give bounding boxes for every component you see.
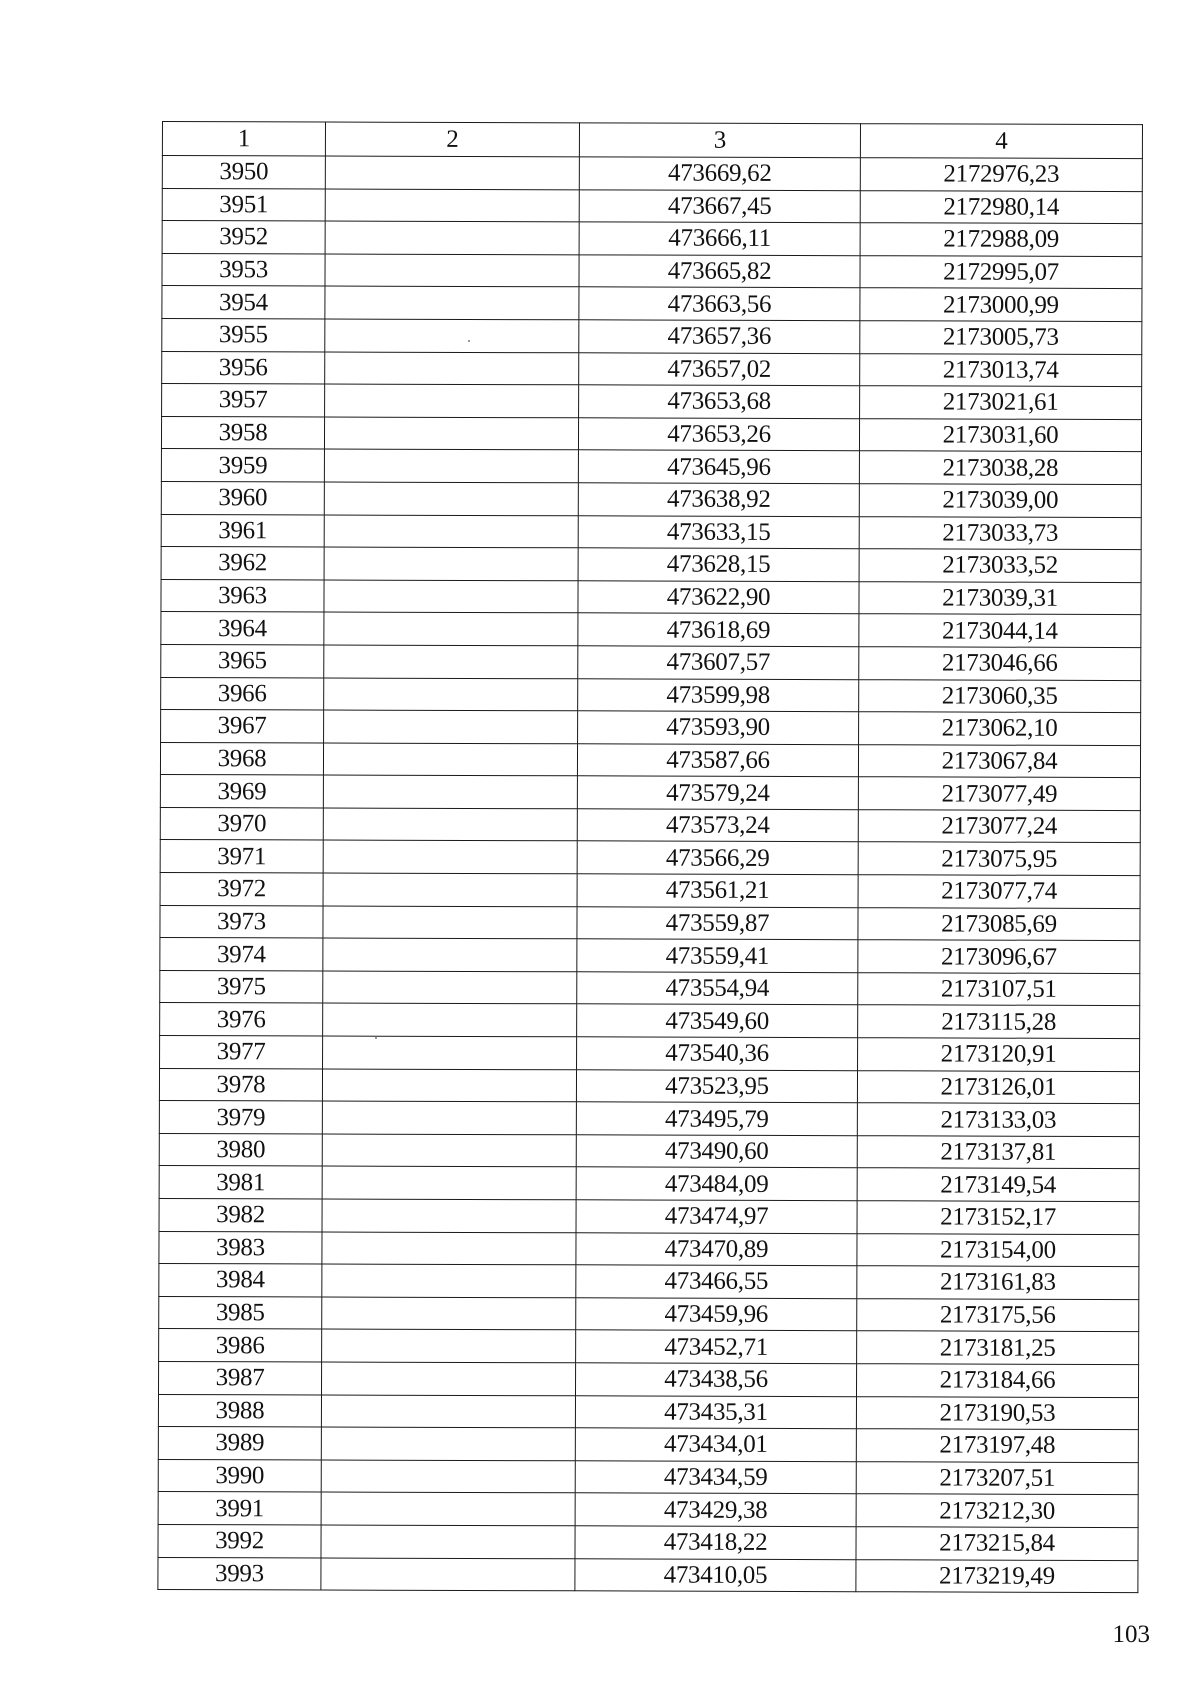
cell-point-number: 3967	[161, 710, 324, 743]
cell-coordinate-y: 2173107,51	[858, 973, 1140, 1006]
cell-coordinate-x: 473434,59	[575, 1461, 856, 1494]
cell-coordinate-y: 2173046,66	[859, 647, 1141, 680]
cell-point-number: 3965	[161, 644, 324, 677]
cell-empty	[324, 515, 578, 548]
cell-point-number: 3950	[162, 156, 325, 189]
table-row	[158, 1524, 1138, 1560]
cell-point-number: 3968	[160, 742, 323, 775]
cell-point-number: 3962	[161, 547, 324, 580]
cell-empty	[325, 352, 579, 385]
cell-point-number: 3956	[162, 351, 325, 384]
cell-point-number: 3961	[161, 514, 324, 547]
cell-coordinate-y: 2173190,53	[856, 1396, 1138, 1429]
cell-empty	[321, 1558, 575, 1591]
cell-coordinate-y: 2173207,51	[856, 1461, 1138, 1494]
cell-point-number: 3990	[158, 1459, 321, 1492]
cell-coordinate-x: 473628,15	[578, 548, 859, 581]
page-number: 103	[1112, 1621, 1150, 1648]
table-row	[160, 807, 1140, 843]
table-row	[160, 873, 1140, 909]
cell-empty	[323, 743, 577, 776]
cell-empty	[324, 710, 578, 743]
cell-point-number: 3971	[160, 840, 323, 873]
cell-coordinate-x: 473434,01	[575, 1428, 856, 1461]
cell-coordinate-y: 2173039,31	[859, 581, 1141, 614]
cell-coordinate-y: 2173033,52	[859, 549, 1141, 582]
cell-coordinate-y: 2173039,00	[859, 484, 1141, 517]
table-row	[160, 970, 1140, 1006]
table-body	[158, 156, 1143, 1593]
table-row	[162, 384, 1142, 420]
cell-point-number: 3970	[160, 807, 323, 840]
cell-point-number: 3974	[160, 938, 323, 971]
cell-coordinate-x: 473607,57	[578, 646, 859, 679]
cell-coordinate-y: 2172980,14	[860, 190, 1142, 223]
cell-coordinate-y: 2173181,25	[857, 1331, 1139, 1364]
cell-coordinate-y: 2173219,49	[856, 1559, 1138, 1592]
cell-empty	[322, 1232, 576, 1265]
cell-point-number: 3982	[159, 1198, 322, 1231]
cell-empty	[323, 873, 577, 906]
cell-point-number: 3978	[159, 1068, 322, 1101]
cell-coordinate-x: 473657,36	[579, 320, 860, 353]
table-row	[162, 286, 1142, 322]
cell-coordinate-y: 2173126,01	[857, 1070, 1139, 1103]
cell-empty	[323, 1003, 577, 1036]
cell-empty	[323, 971, 577, 1004]
cell-empty	[322, 1329, 576, 1362]
cell-empty	[321, 1395, 575, 1428]
cell-empty	[322, 1101, 576, 1134]
table-row	[161, 514, 1141, 550]
cell-coordinate-y: 2173096,67	[858, 940, 1140, 973]
cell-coordinate-x: 473667,45	[579, 189, 860, 222]
cell-coordinate-x: 473554,94	[577, 972, 858, 1005]
table-row	[159, 1068, 1139, 1104]
cell-empty	[322, 1069, 576, 1102]
cell-coordinate-x: 473645,96	[578, 450, 859, 483]
cell-empty	[324, 645, 578, 678]
cell-empty	[323, 775, 577, 808]
cell-empty	[324, 580, 578, 613]
cell-coordinate-y: 2173175,56	[857, 1298, 1139, 1331]
cell-coordinate-y: 2173067,84	[858, 744, 1140, 777]
cell-point-number: 3987	[159, 1361, 322, 1394]
table-row	[160, 840, 1140, 876]
cell-coordinate-x: 473669,62	[579, 157, 860, 190]
cell-coordinate-x: 473618,69	[578, 613, 859, 646]
scan-speck	[375, 1037, 377, 1039]
cell-coordinate-y: 2173044,14	[859, 614, 1141, 647]
cell-point-number: 3989	[158, 1427, 321, 1460]
cell-empty	[321, 1427, 575, 1460]
cell-coordinate-y: 2173133,03	[857, 1103, 1139, 1136]
cell-coordinate-x: 473495,79	[576, 1102, 857, 1135]
cell-point-number: 3972	[160, 873, 323, 906]
cell-coordinate-x: 473665,82	[579, 255, 860, 288]
cell-empty	[325, 384, 579, 417]
table-row	[158, 1394, 1138, 1430]
cell-empty	[323, 808, 577, 841]
cell-empty	[322, 1134, 576, 1167]
table-row	[162, 318, 1142, 354]
cell-coordinate-x: 473638,92	[578, 483, 859, 516]
cell-coordinate-y: 2173038,28	[859, 451, 1141, 484]
cell-point-number: 3983	[159, 1231, 322, 1264]
column-header-3: 3	[579, 123, 860, 158]
cell-point-number: 3981	[159, 1166, 322, 1199]
cell-point-number: 3977	[160, 1036, 323, 1069]
cell-coordinate-y: 2173120,91	[858, 1038, 1140, 1071]
cell-empty	[321, 1362, 575, 1395]
cell-point-number: 3984	[159, 1264, 322, 1297]
cell-coordinate-x: 473593,90	[578, 711, 859, 744]
cell-coordinate-x: 473523,95	[576, 1069, 857, 1102]
table-row	[161, 677, 1141, 713]
table-row	[158, 1492, 1138, 1528]
cell-coordinate-x: 473490,60	[576, 1135, 857, 1168]
cell-coordinate-y: 2173077,74	[858, 875, 1140, 908]
table-row	[159, 1329, 1139, 1365]
cell-coordinate-x: 473561,21	[577, 874, 858, 907]
cell-coordinate-y: 2173075,95	[858, 842, 1140, 875]
cell-empty	[322, 1166, 576, 1199]
table-row	[161, 416, 1141, 452]
cell-coordinate-y: 2173161,83	[857, 1266, 1139, 1299]
cell-point-number: 3963	[161, 579, 324, 612]
cell-empty	[325, 189, 579, 222]
cell-coordinate-y: 2173085,69	[858, 907, 1140, 940]
cell-coordinate-x: 473666,11	[579, 222, 860, 255]
cell-coordinate-x: 473599,98	[578, 678, 859, 711]
cell-empty	[322, 1199, 576, 1232]
cell-empty	[323, 1036, 577, 1069]
cell-coordinate-y: 2173115,28	[858, 1005, 1140, 1038]
cell-point-number: 3988	[158, 1394, 321, 1427]
cell-empty	[325, 221, 579, 254]
table-row	[162, 221, 1142, 257]
cell-empty	[324, 417, 578, 450]
cell-empty	[324, 482, 578, 515]
cell-coordinate-x: 473559,87	[577, 906, 858, 939]
cell-coordinate-y: 2173000,99	[860, 288, 1142, 321]
column-header-1: 1	[162, 122, 325, 157]
cell-coordinate-x: 473579,24	[577, 776, 858, 809]
cell-coordinate-y: 2173005,73	[860, 321, 1142, 354]
cell-coordinate-y: 2173062,10	[859, 712, 1141, 745]
cell-point-number: 3952	[162, 221, 325, 254]
table-row	[160, 1036, 1140, 1072]
cell-coordinate-x: 473429,38	[575, 1493, 856, 1526]
cell-empty	[325, 156, 579, 189]
cell-point-number: 3964	[161, 612, 324, 645]
cell-coordinate-x: 473470,89	[576, 1232, 857, 1265]
table-row	[159, 1231, 1139, 1267]
table-row	[160, 775, 1140, 811]
cell-point-number: 3951	[162, 188, 325, 221]
cell-empty	[324, 612, 578, 645]
cell-point-number: 3991	[158, 1492, 321, 1525]
table-header	[162, 122, 1142, 159]
cell-empty	[324, 678, 578, 711]
cell-coordinate-x: 473459,96	[576, 1298, 857, 1331]
cell-coordinate-x: 473540,36	[577, 1037, 858, 1070]
cell-coordinate-y: 2173031,60	[859, 418, 1141, 451]
cell-point-number: 3954	[162, 286, 325, 319]
table-row	[159, 1198, 1139, 1234]
table-row	[162, 351, 1142, 387]
cell-empty	[325, 286, 579, 319]
cell-coordinate-y: 2173197,48	[856, 1429, 1138, 1462]
cell-coordinate-y: 2173152,17	[857, 1201, 1139, 1234]
table-row	[159, 1166, 1139, 1202]
scan-speck	[468, 340, 470, 342]
cell-coordinate-x: 473587,66	[577, 743, 858, 776]
cell-point-number: 3969	[160, 775, 323, 808]
column-header-2: 2	[325, 122, 579, 157]
table-row	[158, 1557, 1138, 1593]
cell-point-number: 3966	[161, 677, 324, 710]
cell-coordinate-x: 473622,90	[578, 581, 859, 614]
cell-point-number: 3973	[160, 905, 323, 938]
table-row	[160, 1003, 1140, 1039]
cell-point-number: 3975	[160, 970, 323, 1003]
cell-point-number: 3986	[159, 1329, 322, 1362]
cell-empty	[321, 1525, 575, 1558]
cell-coordinate-y: 2173212,30	[856, 1494, 1138, 1527]
cell-point-number: 3957	[162, 384, 325, 417]
cell-coordinate-x: 473566,29	[577, 841, 858, 874]
cell-empty	[325, 319, 579, 352]
cell-point-number: 3985	[159, 1296, 322, 1329]
cell-coordinate-y: 2173021,61	[860, 386, 1142, 419]
table-row	[162, 188, 1142, 224]
column-header-4: 4	[860, 124, 1142, 159]
table-row	[161, 481, 1141, 517]
table-row	[161, 547, 1141, 583]
cell-coordinate-x: 473657,02	[579, 352, 860, 385]
table-row	[161, 710, 1141, 746]
cell-point-number: 3980	[159, 1133, 322, 1166]
cell-coordinate-y: 2173060,35	[859, 679, 1141, 712]
table-row	[161, 644, 1141, 680]
cell-point-number: 3993	[158, 1557, 321, 1590]
cell-empty	[321, 1460, 575, 1493]
cell-coordinate-x: 473474,97	[576, 1200, 857, 1233]
table-row	[161, 579, 1141, 615]
table-row	[160, 905, 1140, 941]
cell-coordinate-y: 2173077,24	[858, 810, 1140, 843]
cell-coordinate-x: 473418,22	[575, 1526, 856, 1559]
cell-point-number: 3953	[162, 253, 325, 286]
cell-coordinate-x: 473438,56	[575, 1363, 856, 1396]
cell-empty	[324, 449, 578, 482]
table-row	[162, 253, 1142, 289]
cell-empty	[325, 254, 579, 287]
cell-coordinate-x: 473549,60	[577, 1004, 858, 1037]
cell-coordinate-y: 2172976,23	[860, 158, 1142, 191]
cell-point-number: 3959	[161, 449, 324, 482]
cell-coordinate-x: 473452,71	[576, 1330, 857, 1363]
table-row	[159, 1101, 1139, 1137]
table-row	[160, 742, 1140, 778]
cell-coordinate-y: 2173013,74	[860, 353, 1142, 386]
cell-empty	[322, 1264, 576, 1297]
cell-empty	[324, 547, 578, 580]
table-row	[159, 1296, 1139, 1332]
cell-coordinate-y: 2173154,00	[857, 1233, 1139, 1266]
cell-coordinate-y: 2173033,73	[859, 516, 1141, 549]
cell-coordinate-x: 473653,26	[578, 418, 859, 451]
coordinates-table	[157, 121, 1143, 1593]
cell-point-number: 3958	[161, 416, 324, 449]
table-row	[160, 938, 1140, 974]
cell-empty	[323, 906, 577, 939]
cell-coordinate-y: 2173077,49	[858, 777, 1140, 810]
cell-empty	[322, 1297, 576, 1330]
table-row	[159, 1361, 1139, 1397]
cell-coordinate-x: 473633,15	[578, 515, 859, 548]
cell-coordinate-y: 2173149,54	[857, 1168, 1139, 1201]
cell-coordinate-x: 473466,55	[576, 1265, 857, 1298]
header-row	[162, 122, 1142, 159]
table-row	[161, 449, 1141, 485]
cell-coordinate-y: 2173215,84	[856, 1527, 1138, 1560]
cell-point-number: 3976	[160, 1003, 323, 1036]
cell-coordinate-y: 2172995,07	[860, 255, 1142, 288]
table-row	[158, 1427, 1138, 1463]
cell-empty	[323, 938, 577, 971]
cell-coordinate-y: 2173137,81	[857, 1136, 1139, 1169]
cell-point-number: 3979	[159, 1101, 322, 1134]
cell-empty	[321, 1492, 575, 1525]
cell-coordinate-x: 473663,56	[579, 287, 860, 320]
cell-point-number: 3992	[158, 1524, 321, 1557]
cell-coordinate-x: 473573,24	[577, 809, 858, 842]
cell-coordinate-y: 2173184,66	[856, 1364, 1138, 1397]
cell-empty	[323, 840, 577, 873]
cell-coordinate-x: 473653,68	[579, 385, 860, 418]
table-row	[159, 1133, 1139, 1169]
table-row	[158, 1459, 1138, 1495]
table-row	[162, 156, 1142, 192]
cell-coordinate-y: 2172988,09	[860, 223, 1142, 256]
cell-coordinate-x: 473435,31	[575, 1395, 856, 1428]
cell-coordinate-x: 473410,05	[575, 1558, 856, 1591]
cell-point-number: 3960	[161, 481, 324, 514]
cell-coordinate-x: 473484,09	[576, 1167, 857, 1200]
table-row	[159, 1264, 1139, 1300]
cell-coordinate-x: 473559,41	[577, 939, 858, 972]
cell-point-number: 3955	[162, 318, 325, 351]
table-row	[161, 612, 1141, 648]
